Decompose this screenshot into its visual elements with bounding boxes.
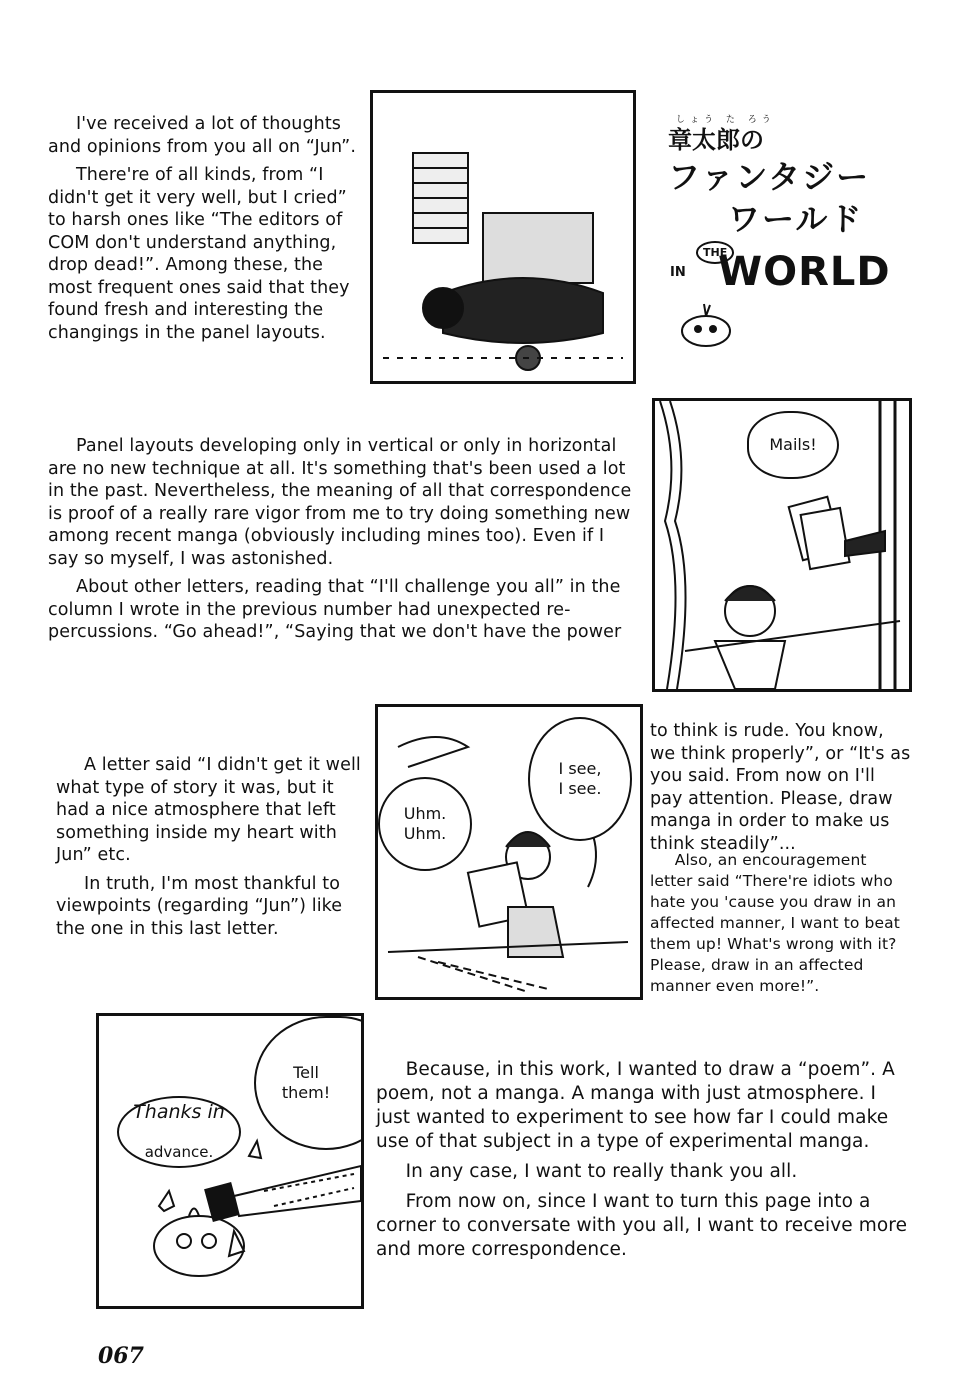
title-jp-line-2: ファンタジー <box>668 158 871 196</box>
paragraph: Panel layouts developing only in vertical or only in horizontal are no new technique at all. It's something that's been used a lot in the past. Nevertheless, the meaning of all that correspondence is proof of a really rare vigor from me to try doing something new among recent manga (obviously including mines too). Even if I say so myself, I was astonished. <box>48 436 632 569</box>
logo-in: IN <box>670 265 686 280</box>
paragraph: In truth, I'm most thankful to viewpoints (regarding “Jun”) like the one in this last letter. <box>56 873 343 939</box>
paragraph: About other letters, reading that “I'll challenge you all” in the column I wrote in the previous number had unexpected re-percussions. “Go ahead!”, “Saying that we don't have the power <box>48 577 622 642</box>
speech-bubble-i-see: I see, I see. <box>528 717 632 841</box>
paragraph: Because, in this work, I wanted to draw a “poem”. A poem, not a manga. A manga with just atmosphere. I just wanted to experiment to see how far I could make use of that subject in a type of experimental manga. <box>376 1059 895 1152</box>
text-block-think-properly <box>650 720 912 861</box>
paragraph: In any case, I want to really thank you all. <box>405 1161 798 1182</box>
paragraph: There're of all kinds, from “I didn't get it very well, but I cried” to harsh ones like “The editors of COM don't understand anything, drop dead!”. Among these, the most frequent ones said that they found fresh and interesting the changings in the panel layouts. <box>48 165 350 343</box>
paragraph: to think is rude. You know, we think properly”, or “It's as you said. From now on I'll pay attention. Please, draw manga in order to make us think steadily”... <box>650 721 911 854</box>
page-number: 067 <box>98 1343 144 1369</box>
column-title-logo <box>668 112 908 362</box>
title-jp-line-3: ワールド <box>728 200 864 238</box>
panel-mail-delivery <box>370 90 636 384</box>
logo-world: WORLD <box>718 249 891 295</box>
panel-mails <box>652 398 912 692</box>
speech-bubble-uhm: Uhm. Uhm. <box>378 777 472 871</box>
panel-reading-letters <box>375 704 643 1000</box>
speech-bubble-thanks <box>117 1096 241 1168</box>
paragraph: From now on, since I want to turn this page into a corner to conversate with you all, I want to receive more and more correspondence. <box>376 1191 908 1260</box>
mail-carrier-illustration <box>373 93 633 381</box>
text-block-intro <box>48 113 363 350</box>
paragraph: I've received a lot of thoughts and opinions from you all on “Jun”. <box>48 114 357 157</box>
bubble-thanks-line-1: Thanks in <box>133 1101 225 1123</box>
text-block-poem <box>376 1058 908 1268</box>
paragraph: A letter said “I didn't get it well what type of story it was, but it had a nice atmosphere that left something inside my heart with Jun” etc. <box>56 755 361 865</box>
bubble-thanks-line-2: advance. <box>144 1143 214 1161</box>
text-block-letter-atmosphere <box>56 754 366 946</box>
paragraph: Also, an encouragement letter said “There're idiots who hate you 'cause you draw in an affected manner, I want to beat them up! What's wrong with it? Please, draw in an affected manner even more!”. <box>650 851 900 995</box>
mascot-face-icon <box>676 299 736 349</box>
speech-bubble-tell-them: Tell them! <box>254 1016 364 1150</box>
title-furigana: しょう た ろう <box>676 115 776 125</box>
panel-thanks <box>96 1013 364 1309</box>
speech-bubble-mails: Mails! <box>747 411 839 479</box>
logo-the: THE <box>696 241 734 264</box>
text-block-panel-layouts <box>48 435 640 650</box>
text-block-encouragement <box>650 850 912 1003</box>
title-jp-line-1: 章太郎の <box>668 126 764 154</box>
